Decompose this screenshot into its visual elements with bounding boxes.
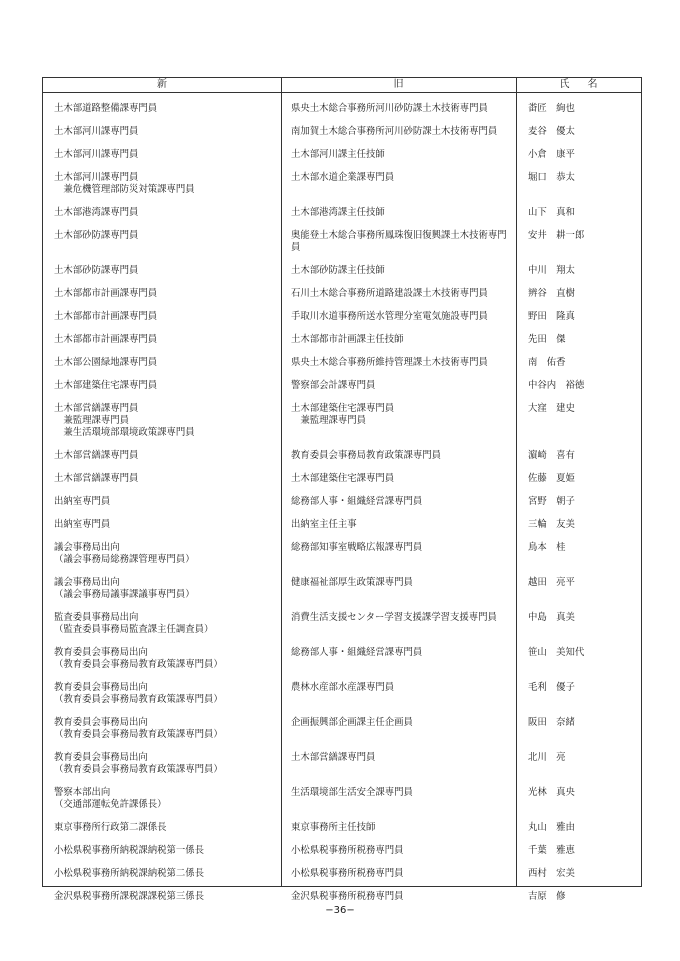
old-position: 土木部水道企業課専門員	[291, 172, 395, 183]
person-name: 笹山 美知代	[528, 647, 585, 658]
new-position: 金沢県税事務所課税課課税第三係長	[54, 891, 205, 902]
person-name: 中谷内 裕徳	[528, 380, 585, 391]
table-header	[43, 78, 641, 93]
person-name: 先田 傑	[528, 334, 566, 345]
person-name: 毛利 優子	[528, 682, 575, 693]
person-name: 鳥本 桂	[528, 542, 566, 553]
old-position: 金沢県税事務所税務専門員	[291, 891, 404, 902]
table-row	[43, 858, 641, 881]
old-position: 土木部港湾課主任技師	[291, 207, 385, 218]
old-position: 土木部営繕課専門員	[291, 752, 376, 763]
table-row	[43, 707, 641, 742]
new-position: 小松県税事務所納税課納税第二係長	[54, 868, 205, 879]
old-position: 土木部河川課主任技師	[291, 149, 385, 160]
person-name: 阪田 奈緒	[528, 717, 575, 728]
person-name: 丸山 雅由	[528, 822, 575, 833]
old-position: 土木部建築住宅課専門員	[291, 473, 395, 484]
personnel-table	[42, 77, 642, 902]
header-new: 新	[157, 79, 167, 90]
person-name: 西村 宏美	[528, 868, 575, 879]
table-row	[43, 637, 641, 672]
new-position: 土木部河川課専門員	[54, 149, 139, 160]
table-row	[43, 347, 641, 370]
table-row	[43, 370, 641, 393]
old-position: 小松県税事務所税務専門員	[291, 868, 404, 879]
table-row	[43, 255, 641, 278]
new-position: 土木部都市計画課専門員	[54, 334, 158, 345]
new-position: 土木部道路整備課専門員	[54, 103, 158, 114]
old-position: 生活環境部生活安全課専門員	[291, 787, 413, 798]
new-position: 教育委員会事務局出向 （教育委員会事務局教育政策課専門員）	[54, 752, 223, 775]
old-position: 石川土木総合事務所道路建設課土木技術専門員	[291, 288, 488, 299]
person-name: 畨匠 絢也	[528, 103, 575, 114]
person-name: 光林 真央	[528, 787, 575, 798]
new-position: 土木部建築住宅課専門員	[54, 380, 158, 391]
person-name: 吉原 修	[528, 891, 566, 902]
person-name: 千葉 雅恵	[528, 845, 575, 856]
table-row	[43, 197, 641, 220]
new-position: 土木部都市計画課専門員	[54, 288, 158, 299]
table-body	[43, 93, 641, 904]
table-row	[43, 881, 641, 904]
table-row	[43, 812, 641, 835]
old-position: 消費生活支援センター学習支援課学習支援専門員	[291, 612, 497, 623]
new-position: 小松県税事務所納税課納税第一係長	[54, 845, 205, 856]
new-position: 警察本部出向 （交通部運転免許課係長）	[54, 787, 167, 810]
person-name: 佐藤 夏姫	[528, 473, 575, 484]
old-position: 企画振興部企画課主任企画員	[291, 717, 413, 728]
person-name: 宮野 朝子	[528, 496, 575, 507]
old-position: 総務部人事・組織経営課専門員	[291, 647, 423, 658]
person-name: 大窪 建史	[528, 403, 575, 414]
table-row	[43, 324, 641, 347]
table-row	[43, 486, 641, 509]
old-position: 土木部砂防課主任技師	[291, 265, 385, 276]
old-position: 東京事務所主任技師	[291, 822, 376, 833]
new-position: 監査委員事務局出向 （監査委員事務局監査課主任調査員）	[54, 612, 214, 635]
old-position: 農林水産部水産課専門員	[291, 682, 395, 693]
person-name: 北川 亮	[528, 752, 566, 763]
person-name: 麦谷 優太	[528, 126, 575, 137]
table-row	[43, 532, 641, 567]
old-position: 土木部建築住宅課専門員 兼監理課専門員	[291, 403, 395, 426]
table-row	[43, 301, 641, 324]
new-position: 教育委員会事務局出向 （教育委員会事務局教育政策課専門員）	[54, 682, 223, 705]
new-position: 土木部河川課専門員 兼危機管理部防災対策課専門員	[54, 172, 195, 195]
old-position: 総務部人事・組織経営課専門員	[291, 496, 423, 507]
person-name: 中川 翔太	[528, 265, 575, 276]
table-row	[43, 393, 641, 440]
new-position: 土木部公園緑地課専門員	[54, 357, 158, 368]
old-position: 教育委員会事務局教育政策課専門員	[291, 450, 442, 461]
old-position: 県央土木総合事務所維持管理課土木技術専門員	[291, 357, 488, 368]
table-row	[43, 162, 641, 197]
table-row	[43, 602, 641, 637]
new-position: 出納室専門員	[54, 519, 111, 530]
person-name: 越田 亮平	[528, 577, 575, 588]
new-position: 土木部砂防課専門員	[54, 265, 139, 276]
old-position: 警察部会計課専門員	[291, 380, 376, 391]
person-name: 安井 耕一郎	[528, 230, 585, 241]
old-position: 手取川水道事務所送水管理分室電気施設専門員	[291, 311, 488, 322]
table-row	[43, 463, 641, 486]
old-position: 小松県税事務所税務専門員	[291, 845, 404, 856]
table-row	[43, 139, 641, 162]
table-row	[43, 220, 641, 255]
table-row	[43, 278, 641, 301]
person-name: 濵崎 喜有	[528, 450, 575, 461]
new-position: 議会事務局出向 （議会事務局総務課管理専門員）	[54, 542, 195, 565]
new-position: 議会事務局出向 （議会事務局議事課議事専門員）	[54, 577, 195, 600]
old-position: 県央土木総合事務所河川砂防課土木技術専門員	[291, 103, 488, 114]
new-position: 土木部営繕課専門員 兼監理課専門員 兼生活環境部環境政策課専門員	[54, 403, 195, 438]
new-position: 土木部港湾課専門員	[54, 207, 139, 218]
new-position: 東京事務所行政第二課係長	[54, 822, 167, 833]
table-row	[43, 777, 641, 812]
table-row	[43, 835, 641, 858]
old-position: 出納室主任主事	[291, 519, 357, 530]
person-name: 辨谷 直樹	[528, 288, 575, 299]
new-position: 土木部営繕課専門員	[54, 473, 139, 484]
header-name: 氏名	[559, 79, 616, 90]
old-position: 土木部都市計画課主任技師	[291, 334, 404, 345]
table-row	[43, 440, 641, 463]
old-position: 南加賀土木総合事務所河川砂防課土木技術専門員	[291, 126, 498, 137]
table-row	[43, 742, 641, 777]
person-name: 小倉 康平	[528, 149, 575, 160]
table-row	[43, 567, 641, 602]
old-position: 健康福祉部厚生政策課専門員	[291, 577, 413, 588]
person-name: 野田 隆真	[528, 311, 575, 322]
table-row	[43, 509, 641, 532]
old-position: 奥能登土木総合事務所鳳珠復旧復興課土木技術専門員	[291, 230, 507, 253]
new-position: 出納室専門員	[54, 496, 111, 507]
table-row	[43, 93, 641, 116]
new-position: 土木部営繕課専門員	[54, 450, 139, 461]
table-row	[43, 116, 641, 139]
header-old: 旧	[393, 79, 404, 90]
new-position: 土木部砂防課専門員	[54, 230, 139, 241]
person-name: 中島 真美	[528, 612, 575, 623]
new-position: 土木部河川課専門員	[54, 126, 139, 137]
table-row	[43, 672, 641, 707]
old-position: 総務部知事室戦略広報課専門員	[291, 542, 423, 553]
person-name: 南 佑香	[528, 357, 566, 368]
new-position: 教育委員会事務局出向 （教育委員会事務局教育政策課専門員）	[54, 647, 223, 670]
person-name: 三輪 友美	[528, 519, 575, 530]
person-name: 山下 真和	[528, 207, 575, 218]
page-number: −36−	[325, 905, 355, 916]
new-position: 土木部都市計画課専門員	[54, 311, 158, 322]
new-position: 教育委員会事務局出向 （教育委員会事務局教育政策課専門員）	[54, 717, 223, 740]
person-name: 堀口 恭太	[528, 172, 575, 183]
